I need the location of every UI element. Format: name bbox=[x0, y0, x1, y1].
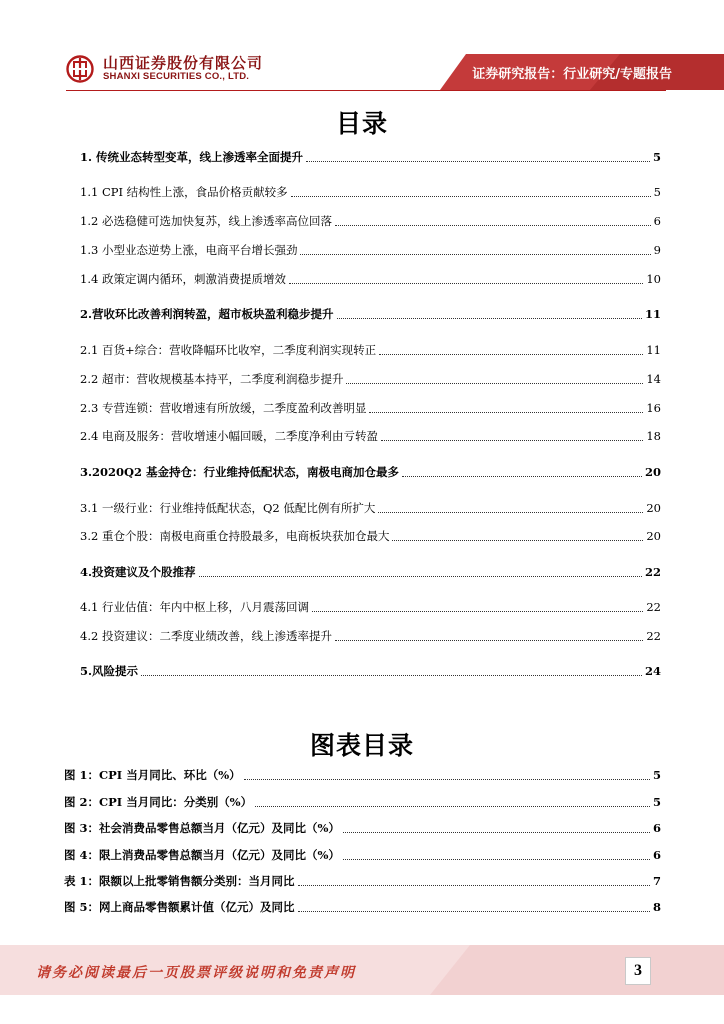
figure-entry-6[interactable] bbox=[64, 898, 661, 916]
toc-entry-2-2[interactable] bbox=[80, 370, 661, 388]
figure-entry-page: 8 bbox=[652, 900, 661, 914]
toc-entry-page: 9 bbox=[653, 243, 661, 257]
toc-entry-text: 2.2 超市：营收规模基本持平，二季度利润稳步提升 bbox=[80, 372, 344, 386]
toc-entry-1-1[interactable] bbox=[80, 183, 661, 201]
toc-leader bbox=[141, 675, 642, 676]
toc-entry-text: 1.4 政策定调内循环，刺激消费提质增效 bbox=[80, 272, 286, 286]
figure-entry-2[interactable] bbox=[64, 793, 661, 811]
figure-entry-page: 6 bbox=[652, 848, 661, 862]
toc-entry-5[interactable] bbox=[80, 662, 661, 680]
toc-entry-3[interactable] bbox=[80, 463, 661, 481]
toc-entry-page: 5 bbox=[652, 150, 661, 164]
toc-entry-page: 14 bbox=[646, 372, 661, 386]
toc-leader bbox=[346, 383, 643, 384]
toc-entry-page: 16 bbox=[646, 401, 661, 415]
toc-leader bbox=[289, 283, 643, 284]
toc-entry-4[interactable] bbox=[80, 563, 661, 581]
toc-entry-page: 5 bbox=[653, 185, 661, 199]
toc-entry-1-3[interactable] bbox=[80, 241, 661, 259]
report-type-label: 证券研究报告：行业研究/专题报告 bbox=[472, 67, 672, 82]
header-divider bbox=[66, 90, 666, 91]
toc-entry-page: 22 bbox=[646, 600, 661, 614]
toc-leader bbox=[300, 254, 650, 255]
toc-leader bbox=[255, 806, 650, 807]
toc-entry-text: 2.4 电商及服务：营收增速小幅回暖，二季度净利由亏转盈 bbox=[80, 429, 378, 443]
toc-entry-page: 11 bbox=[646, 343, 661, 357]
figure-entry-1[interactable] bbox=[64, 766, 661, 784]
toc-entry-text: 5.风险提示 bbox=[80, 664, 139, 678]
toc-leader bbox=[335, 640, 643, 641]
toc-entry-text: 4.2 投资建议：二季度业绩改善，线上渗透率提升 bbox=[80, 629, 332, 643]
toc-entry-page: 20 bbox=[646, 529, 661, 543]
toc-leader bbox=[244, 779, 650, 780]
company-name-cn: 山西证券股份有限公司 bbox=[103, 54, 264, 72]
figure-entry-3[interactable] bbox=[64, 819, 661, 837]
toc-entry-text: 3.1 一级行业：行业维持低配状态，Q2 低配比例有所扩大 bbox=[80, 501, 376, 515]
toc-leader bbox=[402, 476, 642, 477]
shanxi-securities-logo-icon bbox=[66, 55, 94, 83]
toc-leader bbox=[392, 540, 643, 541]
toc-entry-page: 22 bbox=[646, 629, 661, 643]
toc-leader bbox=[343, 859, 650, 860]
toc-leader bbox=[306, 161, 650, 162]
toc-entry-page: 20 bbox=[644, 465, 661, 479]
figure-entry-text: 图 5：网上商品零售额累计值（亿元）及同比 bbox=[64, 900, 295, 914]
page-number: 3 bbox=[625, 957, 651, 985]
figure-entry-text: 表 1：限额以上批零销售额分类别：当月同比 bbox=[64, 874, 295, 888]
figure-entry-text: 图 4：限上消费品零售总额当月（亿元）及同比（%） bbox=[64, 848, 340, 862]
toc-entry-page: 24 bbox=[644, 664, 661, 678]
toc-leader bbox=[379, 354, 643, 355]
toc-leader bbox=[291, 196, 651, 197]
toc-entry-4-2[interactable] bbox=[80, 627, 661, 645]
toc-entry-2[interactable] bbox=[80, 305, 661, 323]
toc-entry-1[interactable] bbox=[80, 148, 661, 166]
disclaimer-notice: 请务必阅读最后一页股票评级说明和免责声明 bbox=[36, 965, 356, 981]
toc-entry-3-1[interactable] bbox=[80, 499, 661, 517]
toc-entry-text: 2.3 专营连锁：营收增速有所放缓，二季度盈利改善明显 bbox=[80, 401, 367, 415]
figure-entry-text: 图 3：社会消费品零售总额当月（亿元）及同比（%） bbox=[64, 821, 340, 835]
toc-leader bbox=[381, 440, 643, 441]
toc-entry-page: 11 bbox=[644, 307, 661, 321]
toc-entry-text: 2.营收环比改善利润转盈，超市板块盈利稳步提升 bbox=[80, 307, 334, 321]
toc-leader bbox=[369, 412, 643, 413]
toc-leader bbox=[298, 885, 650, 886]
toc-entry-page: 10 bbox=[646, 272, 661, 286]
toc-entry-2-3[interactable] bbox=[80, 399, 661, 417]
toc-entry-1-4[interactable] bbox=[80, 270, 661, 288]
toc-leader bbox=[298, 911, 650, 912]
toc-entry-text: 4.1 行业估值：年内中枢上移，八月震荡回调 bbox=[80, 600, 309, 614]
figure-entry-5[interactable] bbox=[64, 872, 661, 890]
toc-entry-text: 1.2 必选稳健可选加快复苏，线上渗透率高位回落 bbox=[80, 214, 332, 228]
toc-entry-page: 22 bbox=[644, 565, 661, 579]
toc-leader bbox=[312, 611, 643, 612]
toc-title: 目录 bbox=[335, 109, 388, 138]
toc-entry-text: 1. 传统业态转型变革，线上渗透率全面提升 bbox=[80, 150, 304, 164]
toc-leader bbox=[335, 225, 651, 226]
toc-entry-3-2[interactable] bbox=[80, 527, 661, 545]
toc-entry-page: 18 bbox=[646, 429, 661, 443]
toc-entry-text: 3.2020Q2 基金持仓：行业维持低配状态，南极电商加仓最多 bbox=[80, 465, 400, 479]
toc-entry-2-1[interactable] bbox=[80, 341, 661, 359]
toc-entry-text: 4.投资建议及个股推荐 bbox=[80, 565, 196, 579]
toc-entry-4-1[interactable] bbox=[80, 598, 661, 616]
figure-entry-page: 7 bbox=[652, 874, 661, 888]
figures-toc-title: 图表目录 bbox=[309, 731, 414, 760]
figure-entry-page: 6 bbox=[652, 821, 661, 835]
toc-entry-1-2[interactable] bbox=[80, 212, 661, 230]
toc-entry-2-4[interactable] bbox=[80, 427, 661, 445]
toc-entry-page: 20 bbox=[646, 501, 661, 515]
toc-entry-text: 2.1 百货+综合：营收降幅环比收窄，二季度利润实现转正 bbox=[80, 343, 377, 357]
toc-entry-page: 6 bbox=[653, 214, 661, 228]
figure-entry-page: 5 bbox=[652, 768, 661, 782]
toc-entry-text: 1.1 CPI 结构性上涨，食品价格贡献较多 bbox=[80, 185, 288, 199]
figure-entry-text: 图 1：CPI 当月同比、环比（%） bbox=[64, 768, 241, 782]
toc-leader bbox=[337, 318, 642, 319]
toc-leader bbox=[343, 832, 650, 833]
toc-entry-text: 3.2 重仓个股：南极电商重仓持股最多，电商板块获加仓最大 bbox=[80, 529, 390, 543]
toc-entry-text: 1.3 小型业态逆势上涨，电商平台增长强劲 bbox=[80, 243, 298, 257]
figure-entry-text: 图 2：CPI 当月同比：分类别（%） bbox=[64, 795, 253, 809]
figure-entry-4[interactable] bbox=[64, 846, 661, 864]
toc-leader bbox=[199, 576, 642, 577]
company-name-en: SHANXI SECURITIES CO., LTD. bbox=[103, 71, 250, 82]
figure-entry-page: 5 bbox=[652, 795, 661, 809]
toc-leader bbox=[378, 512, 643, 513]
page-header bbox=[0, 0, 724, 100]
